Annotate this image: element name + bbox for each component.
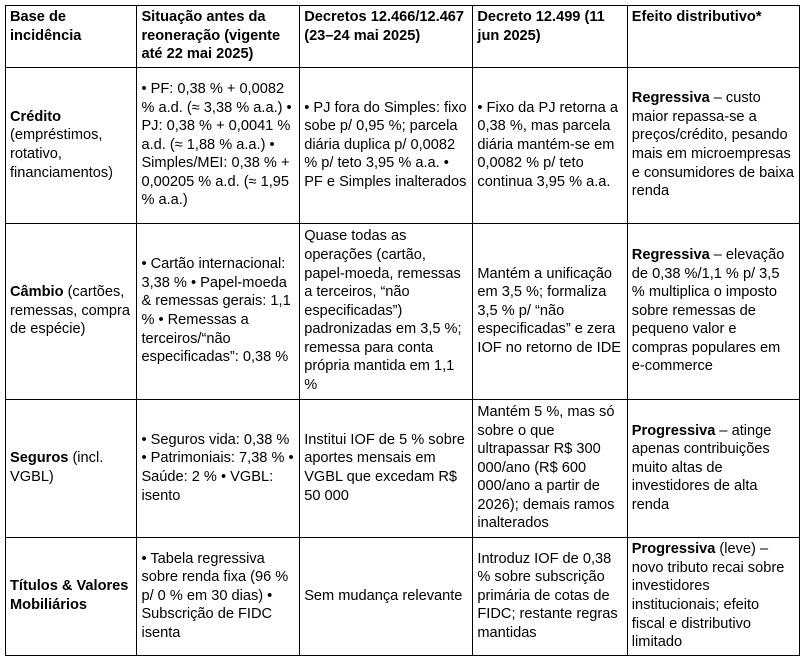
table-row xyxy=(6,224,800,400)
table-row xyxy=(6,538,800,656)
row-base xyxy=(6,538,137,656)
row-antes: • Seguros vida: 0,38 % • Patrimoniais: 7,38 % • Saúde: 2 % • VGBL: isento xyxy=(137,400,300,538)
row-efeito xyxy=(627,68,799,224)
efeito-text: – elevação de 0,38 %/1,1 % p/ 3,5 % multiplica o imposto sobre remessas de pequeno valor e compras populares em e-commerce xyxy=(631,246,785,375)
header-decretos: Decretos 12.466/12.467 (23–24 mai 2025) xyxy=(300,6,473,68)
efeito-text: (leve) – novo tributo recai sobre investidores institucionais; efeito fiscal e distributivo limitado xyxy=(631,541,785,651)
base-sub: (cartões, remessas, compra de espécie) xyxy=(10,284,131,338)
row-decretos: Quase todas as operações (cartão, papel-moeda, remessas a terceiros, “não especificadas”) padronizadas em 3,5 %; remessa para conta própria mantida em 1,1 % xyxy=(300,224,473,400)
row-antes: • Cartão internacional: 3,38 % • Papel-moeda & remessas gerais: 1,1 % • Remessas a terceiros/“não especificadas”: 0,38 % xyxy=(137,224,300,400)
row-base xyxy=(6,224,137,400)
base-title: Câmbio xyxy=(10,284,64,301)
base-sub: (empréstimos, rotativo, financiamentos) xyxy=(10,127,114,181)
table-row xyxy=(6,68,800,224)
row-efeito xyxy=(627,224,799,400)
row-base xyxy=(6,68,137,224)
efeito-title: Regressiva xyxy=(631,246,710,263)
row-antes: • PF: 0,38 % + 0,0082 % a.d. (≈ 3,38 % a.a.) • PJ: 0,38 % + 0,0041 % a.d. (≈ 1,88 % a.a.) • Simples/MEI: 0,38 % + 0,00205 % a.d. (≈ 1,95 % a.a.) xyxy=(137,68,300,224)
row-efeito xyxy=(627,538,799,656)
efeito-title: Regressiva xyxy=(631,90,710,107)
row-decretos: • PJ fora do Simples: fixo sobe p/ 0,95 %; parcela diária duplica p/ 0,0082 % p/ teto 3,95 % a.a. • PF e Simples inalterados xyxy=(300,68,473,224)
base-sub: (incl. VGBL) xyxy=(10,450,104,485)
header-antes: Situação antes da reoneração (vigente até 22 mai 2025) xyxy=(137,6,300,68)
row-antes: • Tabela regressiva sobre renda fixa (96 % p/ 0 % em 30 dias) • Subscrição de FIDC isenta xyxy=(137,538,300,656)
row-base xyxy=(6,400,137,538)
row-efeito xyxy=(627,400,799,538)
iof-comparison-table xyxy=(5,5,800,656)
base-title: Crédito xyxy=(10,108,62,125)
row-decreto-12499: Mantém a unificação em 3,5 %; formaliza 3,5 % p/ “não especificadas” e zera IOF no retorno de IDE xyxy=(473,224,627,400)
table-row xyxy=(6,400,800,538)
row-decretos: Institui IOF de 5 % sobre aportes mensais em VGBL que excedam R$ 50 000 xyxy=(300,400,473,538)
efeito-title: Progressiva xyxy=(631,541,716,558)
row-decretos: Sem mudança relevante xyxy=(300,538,473,656)
header-row xyxy=(6,6,800,68)
header-decreto-12499: Decreto 12.499 (11 jun 2025) xyxy=(473,6,627,68)
header-efeito: Efeito distributivo* xyxy=(627,6,799,68)
efeito-text: – custo maior repassa-se a preços/crédito, pesando mais em microempresas e consumidores de baixa renda xyxy=(631,90,795,200)
header-base: Base de incidência xyxy=(6,6,137,68)
row-decreto-12499: Introduz IOF de 0,38 % sobre subscrição primária de cotas de FIDC; restante regras mantidas xyxy=(473,538,627,656)
row-decreto-12499: • Fixo da PJ retorna a 0,38 %, mas parcela diária mantém-se em 0,0082 % p/ teto continua 3,95 % a.a. xyxy=(473,68,627,224)
efeito-title: Progressiva xyxy=(631,422,716,439)
base-title: Seguros xyxy=(10,450,69,467)
row-decreto-12499: Mantém 5 %, mas só sobre o que ultrapassar R$ 300 000/ano (R$ 600 000/ano a partir de 2026); demais ramos inalterados xyxy=(473,400,627,538)
base-title: Títulos & Valores Mobiliários xyxy=(10,578,129,613)
efeito-text: – atinge apenas contribuições muito altas de investidores de alta renda xyxy=(631,422,772,513)
